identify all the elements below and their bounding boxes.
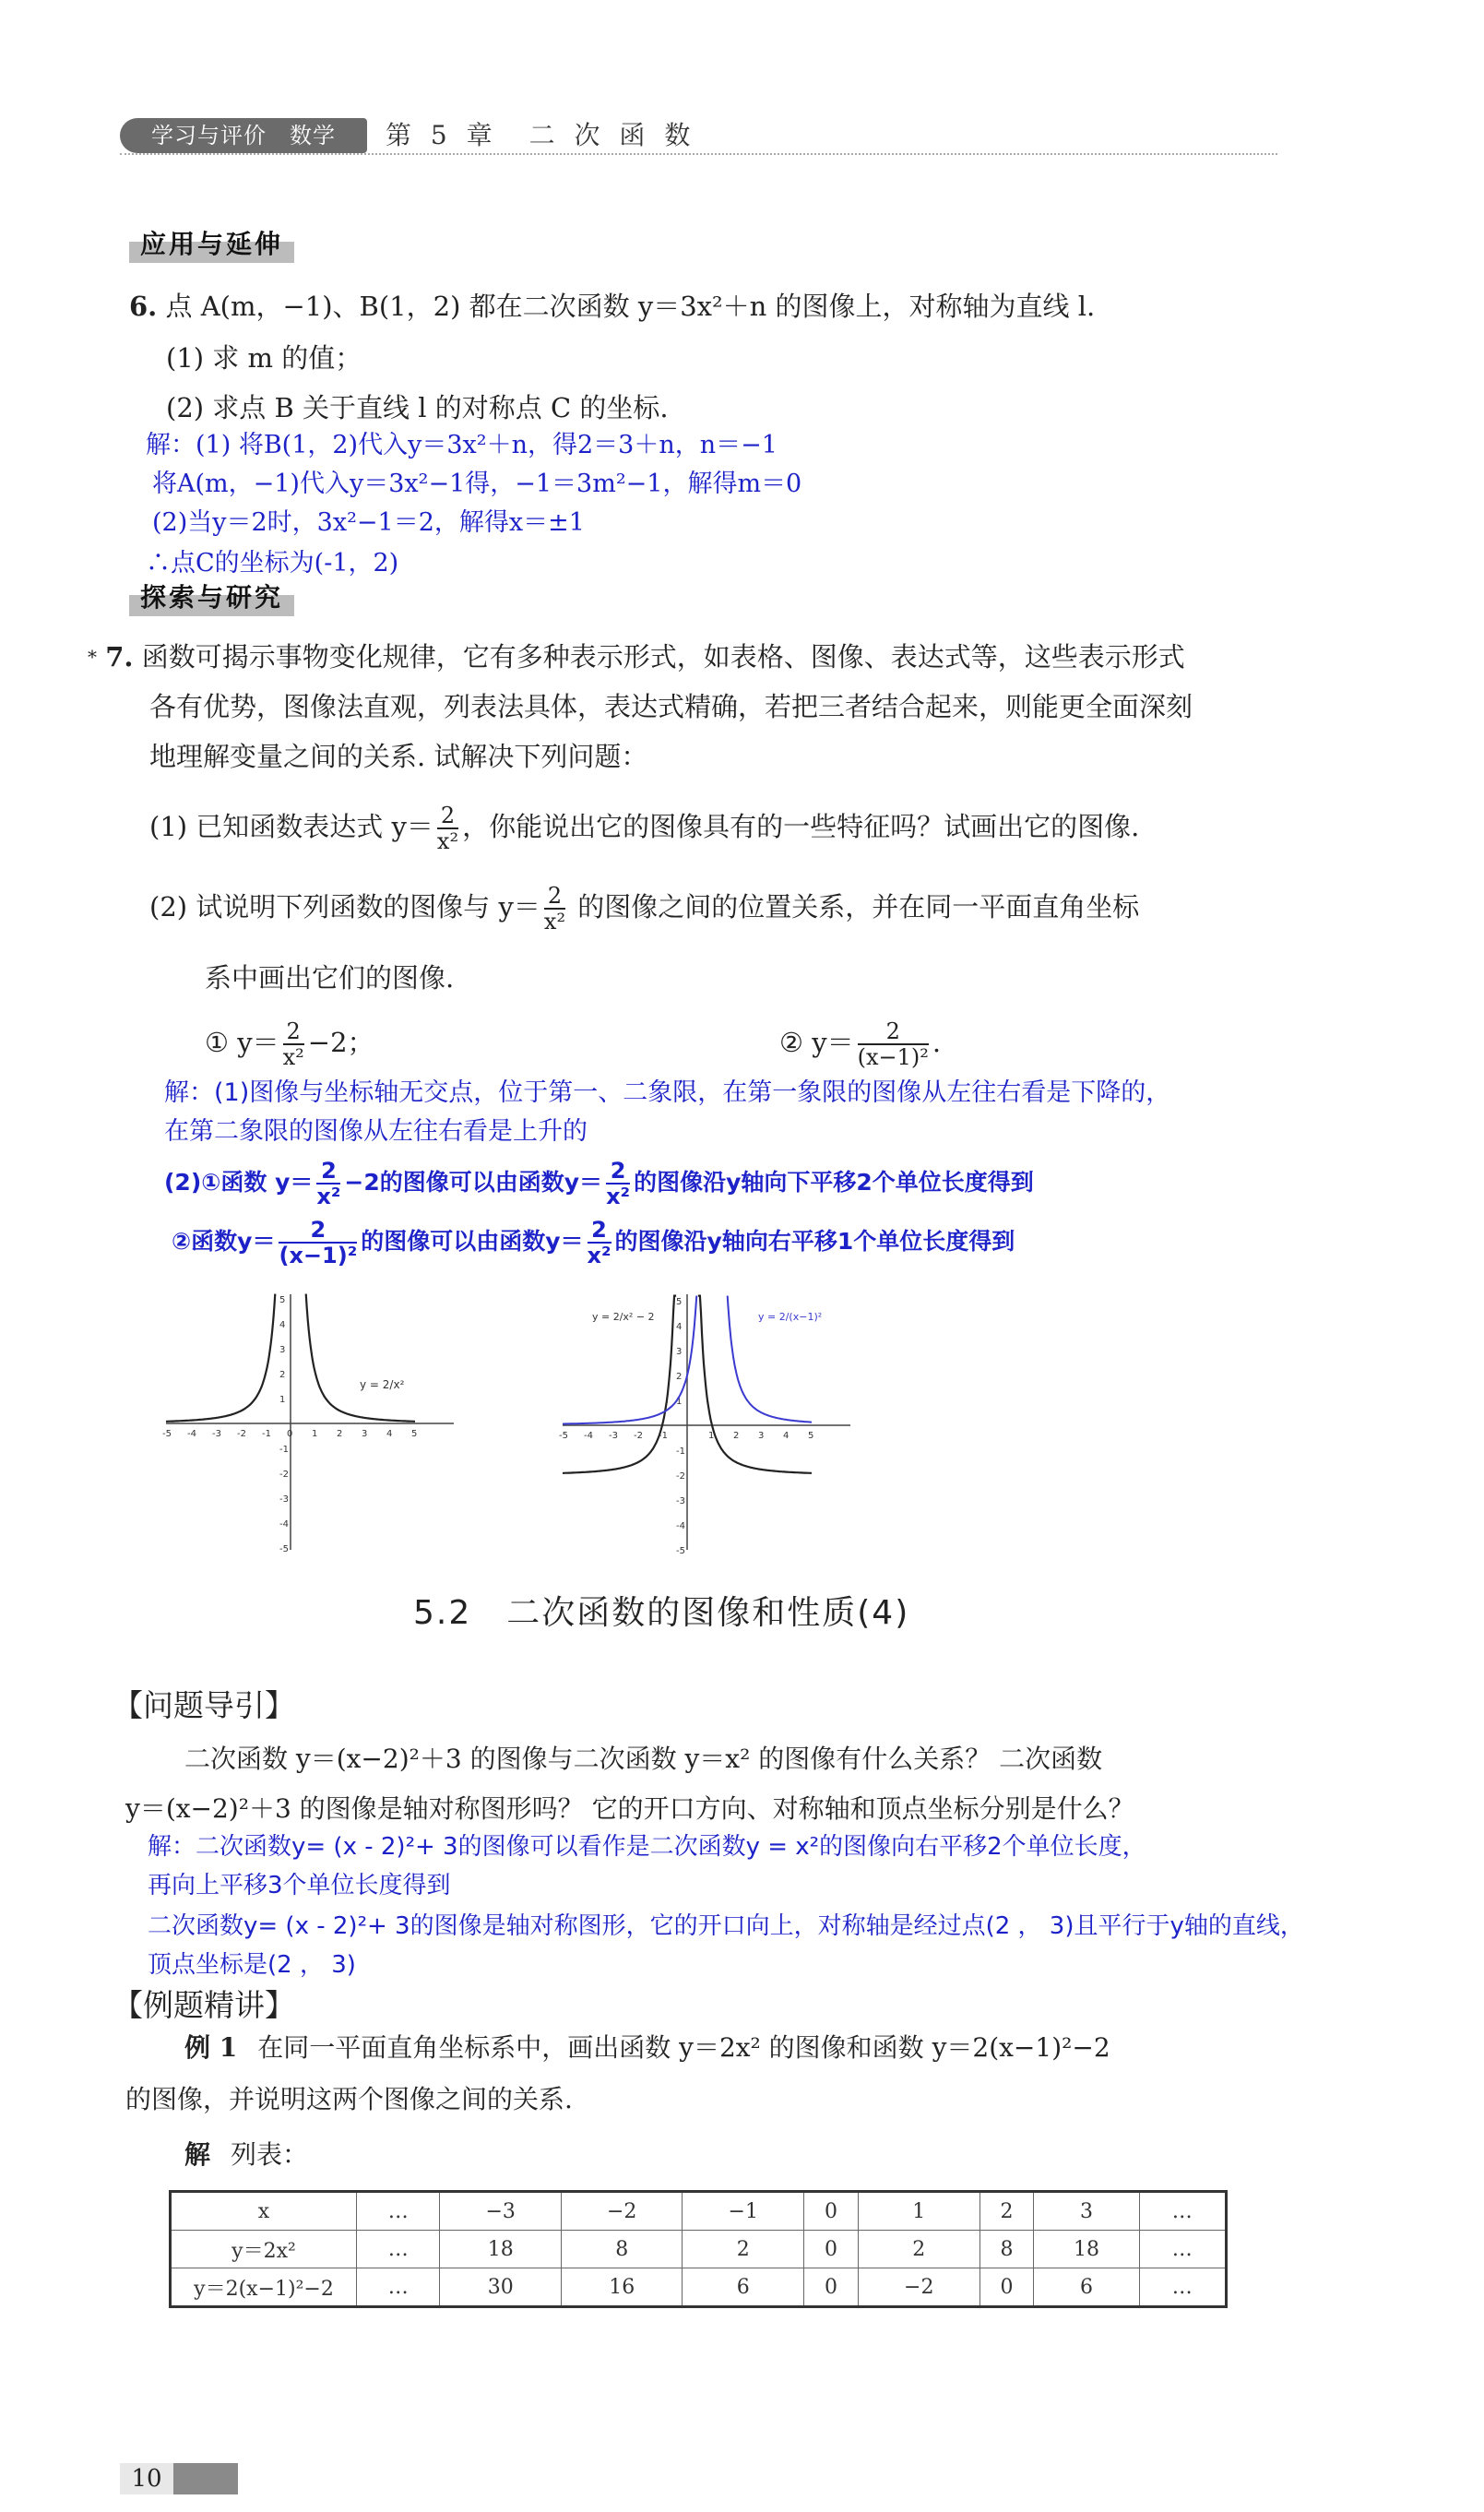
x-tick-label: 5 (411, 1429, 418, 1439)
section-tag-explore: 探索与研究 (129, 577, 294, 616)
q7-formula2: ② y＝ $\frac{2}{\text{(x−1)²}}$ . (779, 1018, 942, 1070)
solution-label: 解 (184, 2139, 211, 2170)
q7-stem-3: 地理解变量之间的关系. 试解决下列问题： (149, 741, 648, 772)
q7-formula1: ① y＝ $\frac{2}{\text{x²}}$ −2； (205, 1018, 374, 1070)
x-tick-label: 1 (312, 1429, 318, 1439)
q7-p1-pre: (1) 已知函数表达式 y＝ (149, 811, 433, 842)
y-tick-label: -1 (676, 1446, 685, 1457)
x-tick-label: -2 (634, 1431, 643, 1441)
graph2-label-blue: y = 2/(x−1)² (758, 1311, 823, 1323)
y-tick-label: -5 (676, 1546, 685, 1554)
guide-answer2: 再向上平移3个单位长度得到 (148, 1872, 451, 1899)
q7-line1 (88, 638, 1185, 675)
x-tick-label: 0 (287, 1429, 293, 1439)
y-tick-label: 3 (279, 1345, 286, 1355)
q6-part2: (2) 求点 B 关于直线 l 的对称点 C 的坐标. (166, 392, 669, 423)
q6-part1: (1) 求 m 的值； (166, 342, 362, 374)
y-tick-label: 1 (279, 1395, 286, 1405)
guide-answer4: 顶点坐标是(2 ， 3) (148, 1951, 356, 1979)
x-tick-label: -5 (162, 1429, 172, 1439)
y-tick-label: 3 (676, 1347, 683, 1357)
value-table (169, 2190, 1228, 2308)
y-tick-label: 2 (279, 1370, 286, 1380)
guide-line1: 二次函数 y＝(x−2)²＋3 的图像与二次函数 y＝x² 的图像有什么关系？ 二次函数 (184, 1744, 1103, 1774)
y-tick-label: -3 (279, 1494, 289, 1505)
graph-y-2-over-x2 (157, 1287, 461, 1554)
example1-line1: 例 1 在同一平面直角坐标系中，画出函数 y＝2x² 的图像和函数 y＝2(x−1)²−2 (184, 2032, 1110, 2063)
q7-p2-pre: (2) 试说明下列函数的图像与 y＝ (149, 891, 540, 923)
y-tick-label: -2 (676, 1471, 685, 1482)
q7-answer1: 解：(1)图像与坐标轴无交点，位于第一、二象限，在第一象限的图像从左往右看是下降的， (164, 1078, 1171, 1107)
x-tick-label: 2 (733, 1431, 740, 1441)
y-tick-label: 5 (676, 1297, 683, 1307)
x-tick-label: -3 (609, 1431, 618, 1441)
x-tick-label: 4 (386, 1429, 393, 1439)
x-tick-label: -2 (237, 1429, 246, 1439)
q6-number: 6. (129, 291, 158, 322)
q6-answer-line2: 将A(m，−1)代入y＝3x²−1得，−1＝3m²−1，解得m＝0 (152, 470, 802, 498)
x-tick-label: 5 (808, 1431, 814, 1441)
y-tick-label: 2 (676, 1372, 683, 1382)
section-tag-application: 应用与延伸 (129, 224, 294, 263)
q7-star: * (88, 646, 97, 668)
x-tick-label: 1 (708, 1431, 715, 1441)
curve-right-branch (306, 1294, 415, 1422)
graph-translated-functions (553, 1287, 858, 1554)
y-tick-label: 5 (279, 1295, 286, 1305)
guide-answer1: 解：二次函数y= (x - 2)²+ 3的图像可以看作是二次函数y = x²的图像向右平移2个单位长度， (148, 1833, 1146, 1861)
y-tick-label: 4 (279, 1320, 286, 1330)
q7-stem-1: 函数可揭示事物变化规律，它有多种表示形式，如表格、图像、表达式等，这些表示形式 (141, 641, 1185, 673)
y-tick-label: 1 (676, 1397, 683, 1407)
solution-line: 解 列表： (184, 2139, 309, 2170)
fraction-2-over-x2: $\frac{2}{\text{x²}}$ (282, 1018, 304, 1070)
q6-stem (129, 288, 1095, 325)
q7-part1 (149, 801, 1139, 853)
q7-answer2a: (2)①函数 y＝ $\frac{2}{\text{x²}}$ −2的图像可以由函数y＝ $\frac{2}{\text{x²}}$ 的图像沿y轴向下平移2个单位长度得到 (164, 1158, 1034, 1209)
q7-answer2b: ②函数y＝ $\frac{2}{\text{(x−1)²}}$ 的图像可以由函数y＝ $\frac{2}{\text{x²}}$ 的图像沿y轴向右平移1个单位长度得到 (172, 1217, 1015, 1268)
x-tick-label: 3 (758, 1431, 765, 1441)
x-tick-label: 4 (783, 1431, 789, 1441)
table-row: y＝2x² … 18 8 2 0 2 8 18 … (171, 2231, 1227, 2268)
chapter-title: 第 5 章 二 次 函 数 (386, 120, 696, 150)
q7-p1-post: ，你能说出它的图像具有的一些特征吗？试画出它的图像. (462, 811, 1140, 842)
fraction-2-over-x2: $\frac{2}{\text{x²}}$ (543, 883, 566, 935)
q7-p2-post: 的图像之间的位置关系，并在同一平面直角坐标 (569, 891, 1140, 923)
guide-heading: 【问题导引】 (113, 1687, 295, 1723)
table-row: x … −3 −2 −1 0 1 2 3 … (171, 2192, 1227, 2231)
q6-text: 点 A(m，−1)、B(1，2) 都在二次函数 y＝3x²＋n 的图像上，对称轴为直线 l. (165, 291, 1096, 322)
guide-line2: y＝(x−2)²＋3 的图像是轴对称图形吗？ 它的开口方向、对称轴和顶点坐标分别是什么？ (125, 1793, 1134, 1824)
x-tick-label: -4 (187, 1429, 196, 1439)
header-divider (120, 153, 1277, 155)
x-tick-label: -3 (212, 1429, 221, 1439)
x-tick-label: -1 (262, 1429, 271, 1439)
q6-answer-line4: ∴点C的坐标为(-1，2) (146, 549, 399, 577)
guide-answer3: 二次函数y= (x - 2)²+ 3的图像是轴对称图形，它的开口向上，对称轴是经过点(2 ， 3)且平行于y轴的直线， (148, 1912, 1304, 1940)
curve-left-branch (166, 1294, 275, 1422)
book-badge: 学习与评价 数学 (120, 118, 367, 153)
x-tick-label: 2 (337, 1429, 343, 1439)
y-tick-label: -1 (279, 1445, 289, 1455)
x-tick-label: -4 (584, 1431, 593, 1441)
q7-number: 7. (105, 641, 134, 673)
q7-part2-line2: 系中画出它们的图像. (205, 962, 455, 994)
q7-part2 (149, 881, 1139, 934)
page-number: 10 (120, 2463, 173, 2494)
q6-answer-line1: 解：(1) 将B(1，2)代入y＝3x²＋n，得2＝3＋n，n＝−1 (146, 431, 778, 459)
table-row: y＝2(x−1)²−2 … 30 16 6 0 −2 0 6 … (171, 2268, 1227, 2307)
y-tick-label: -4 (279, 1519, 289, 1530)
fraction-2-over-x2: $\frac{2}{\text{x²}}$ (436, 803, 459, 854)
x-tick-label: -5 (559, 1431, 568, 1441)
q7-answer1b: 在第二象限的图像从左往右看是上升的 (164, 1117, 588, 1146)
y-tick-label: -4 (676, 1521, 685, 1531)
y-tick-label: -2 (279, 1470, 289, 1480)
y-tick-label: -5 (279, 1544, 289, 1554)
lesson-title: 5.2 二次函数的图像和性质(4) (413, 1594, 910, 1632)
example-heading: 【例题精讲】 (113, 1987, 295, 2023)
q6-answer-line3: (2)当y＝2时，3x²−1＝2，解得x＝±1 (152, 508, 585, 537)
page-number-box (120, 2463, 238, 2494)
q7-stem-2: 各有优势，图像法直观，列表法具体，表达式精确，若把三者结合起来，则能更全面深刻 (149, 691, 1193, 722)
example1-label: 例 1 (184, 2032, 238, 2063)
y-tick-label: 4 (676, 1322, 683, 1332)
x-tick-label: 3 (362, 1429, 368, 1439)
x-tick-label: -1 (659, 1431, 668, 1441)
y-tick-label: -3 (676, 1496, 685, 1506)
example1-line2: 的图像，并说明这两个图像之间的关系. (125, 2084, 573, 2114)
graph1-label: y = 2/x² (360, 1378, 405, 1391)
graph2-label-black: y = 2/x² − 2 (592, 1311, 655, 1323)
fraction-2-over-x-1-sq: $\frac{2}{\text{(x−1)²}}$ (857, 1018, 929, 1070)
